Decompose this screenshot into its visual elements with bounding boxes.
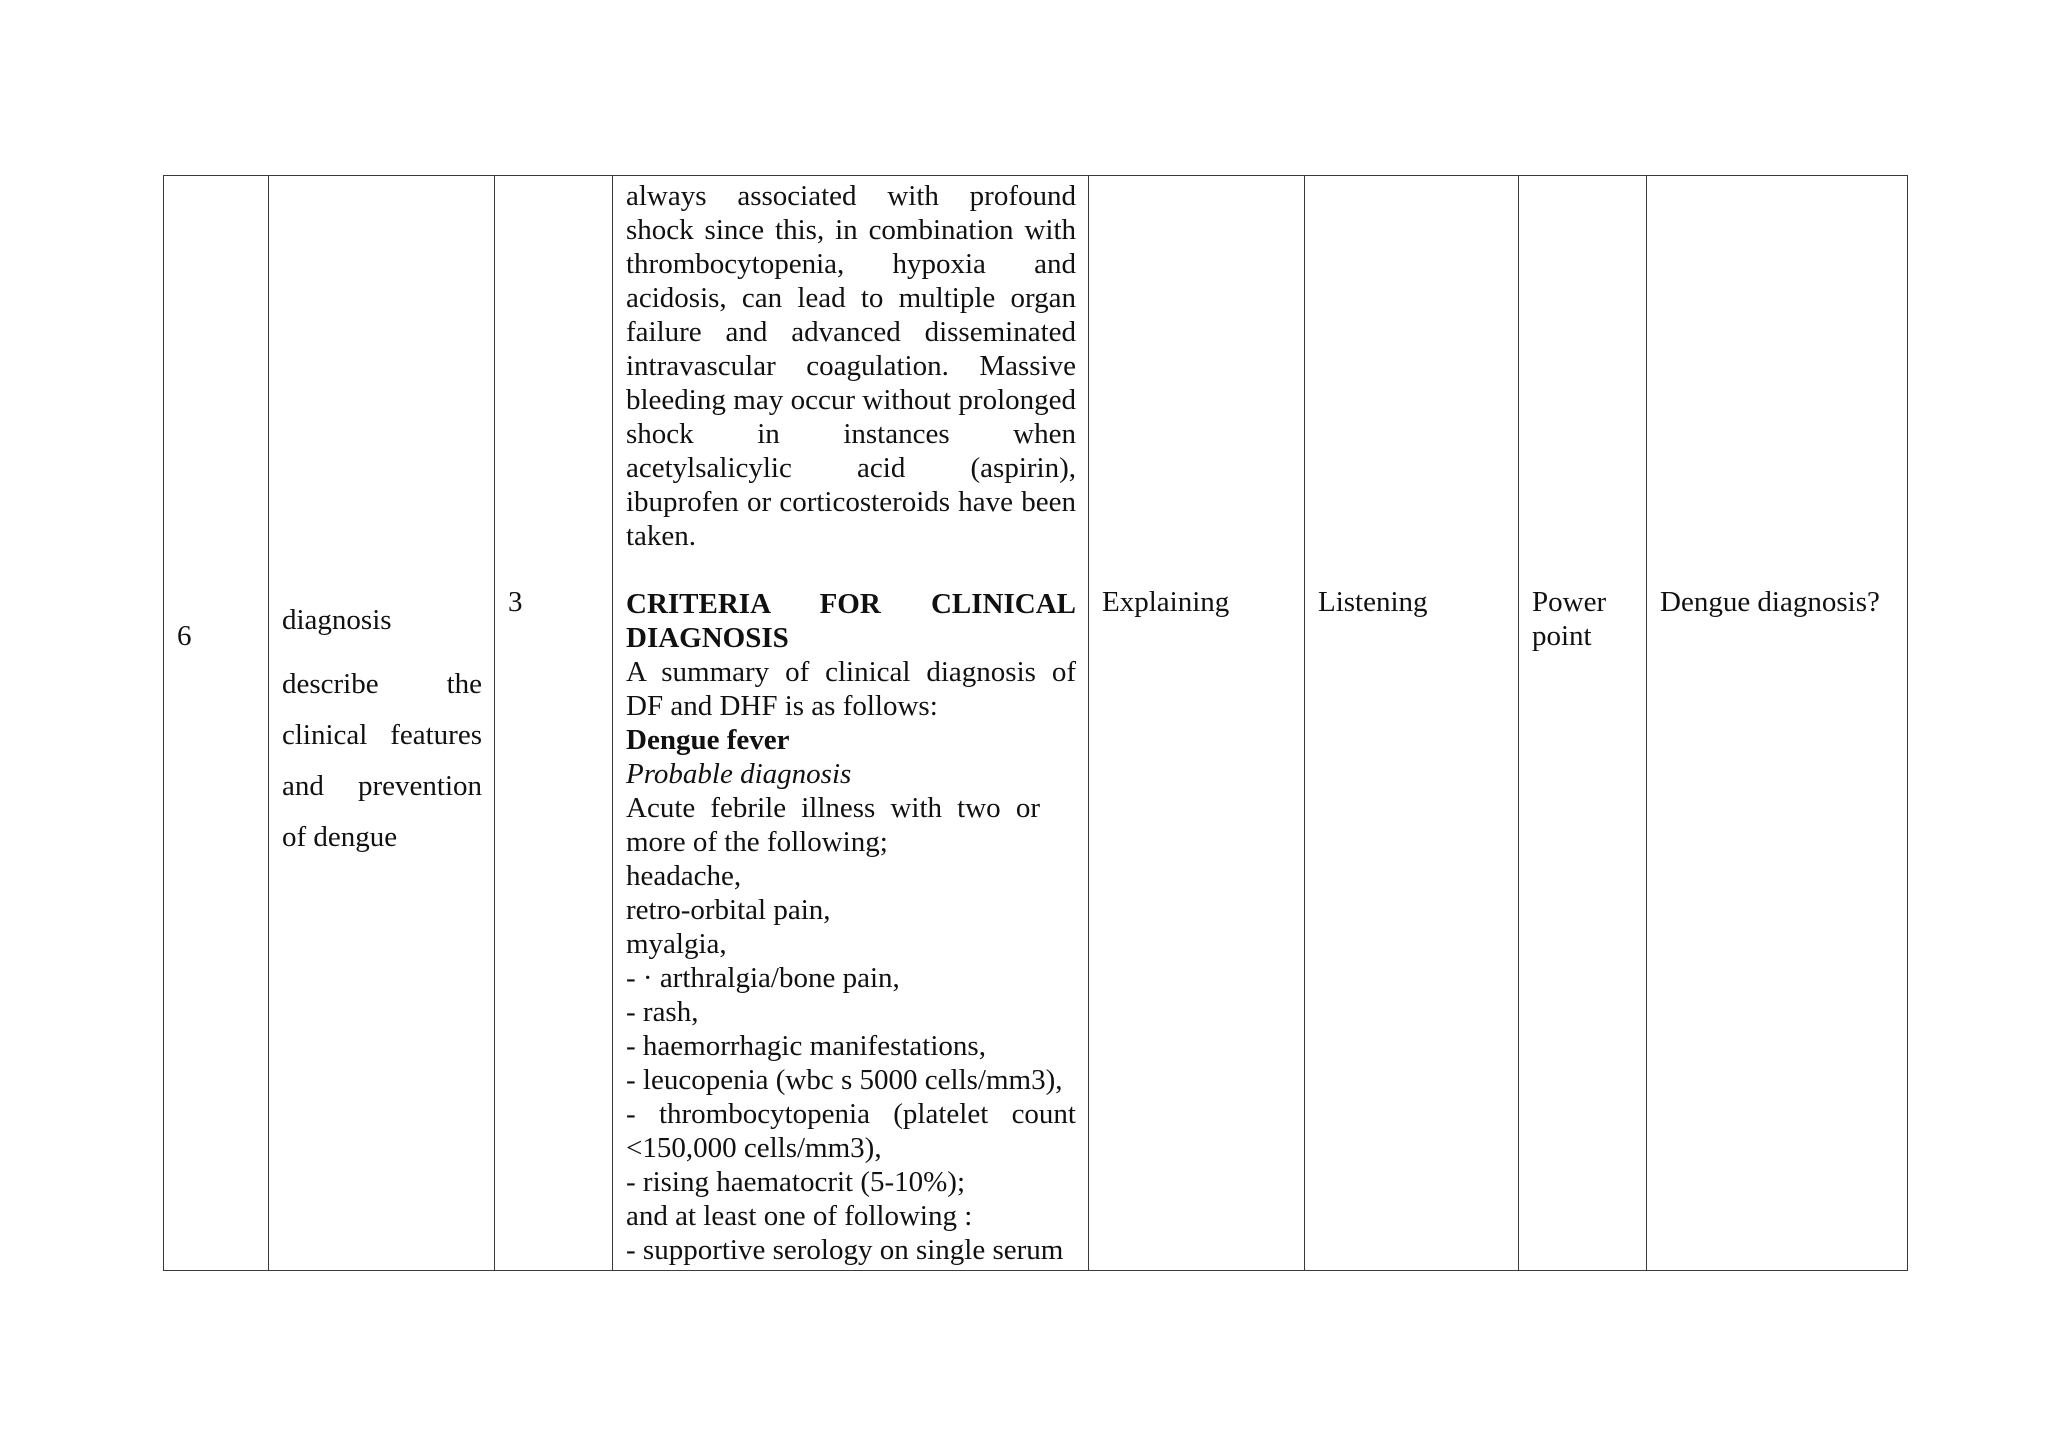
list-item: - rising haematocrit (5-10%); <box>626 1166 966 1198</box>
list-item: headache, <box>626 860 742 892</box>
list-item: - rash, <box>626 996 699 1028</box>
list-item: myalgia, <box>626 928 727 960</box>
section-heading: CRITERIA FOR CLINICAL DIAGNOSIS <box>626 588 1076 654</box>
list-item: retro-orbital pain, <box>626 894 831 926</box>
media-cell <box>1519 176 1647 1271</box>
topic-title: diagnosis <box>282 604 392 636</box>
criteria-intro: Acute febrile illness with two or more of the following; <box>626 792 1040 858</box>
list-item: and at least one of following : <box>626 1200 973 1232</box>
duration-cell <box>495 176 613 1271</box>
session-number: 6 <box>177 620 192 652</box>
list-item: - leucopenia (wbc s 5000 cells/mm3), <box>626 1064 1063 1096</box>
list-item: - thrombocytopenia (platelet count <150,000 cells/mm3), <box>626 1098 1076 1164</box>
media-value: Power point <box>1532 586 1607 652</box>
learning-activity-cell <box>1305 176 1519 1271</box>
list-item: - · arthralgia/bone pain, <box>626 962 900 994</box>
content-cell <box>613 176 1089 1271</box>
evaluation-question: Dengue diagnosis? <box>1660 586 1880 618</box>
learning-activity: Listening <box>1318 586 1428 618</box>
table-row <box>164 176 1908 1271</box>
teaching-activity: Explaining <box>1102 586 1230 618</box>
list-item: - haemorrhagic manifestations, <box>626 1030 986 1062</box>
subheading-italic: Probable diagnosis <box>626 758 852 790</box>
lesson-plan-table <box>163 175 1908 1271</box>
topic-cell <box>269 176 495 1271</box>
duration-value: 3 <box>508 586 523 618</box>
list-item: - supportive serology on single serum <box>626 1234 1064 1266</box>
session-number-cell <box>164 176 269 1271</box>
content-intro-paragraph: always associated with profound shock since this, in combination with thrombocytopenia, hypoxia and acidosis, can lead to multiple organ failure and advanced disseminated intravascular coagulation. Massive bleeding may occur without prolonged shock in instances when acetylsalicylic acid (aspirin), ibuprofen or corticosteroids have been taken. <box>626 180 1076 552</box>
subheading: Dengue fever <box>626 724 790 756</box>
teaching-activity-cell <box>1089 176 1305 1271</box>
learning-objective: describe the clinical features and prevention of dengue <box>282 668 482 853</box>
summary-text: A summary of clinical diagnosis of DF and DHF is as follows: <box>626 656 1076 722</box>
evaluation-cell <box>1647 176 1908 1271</box>
